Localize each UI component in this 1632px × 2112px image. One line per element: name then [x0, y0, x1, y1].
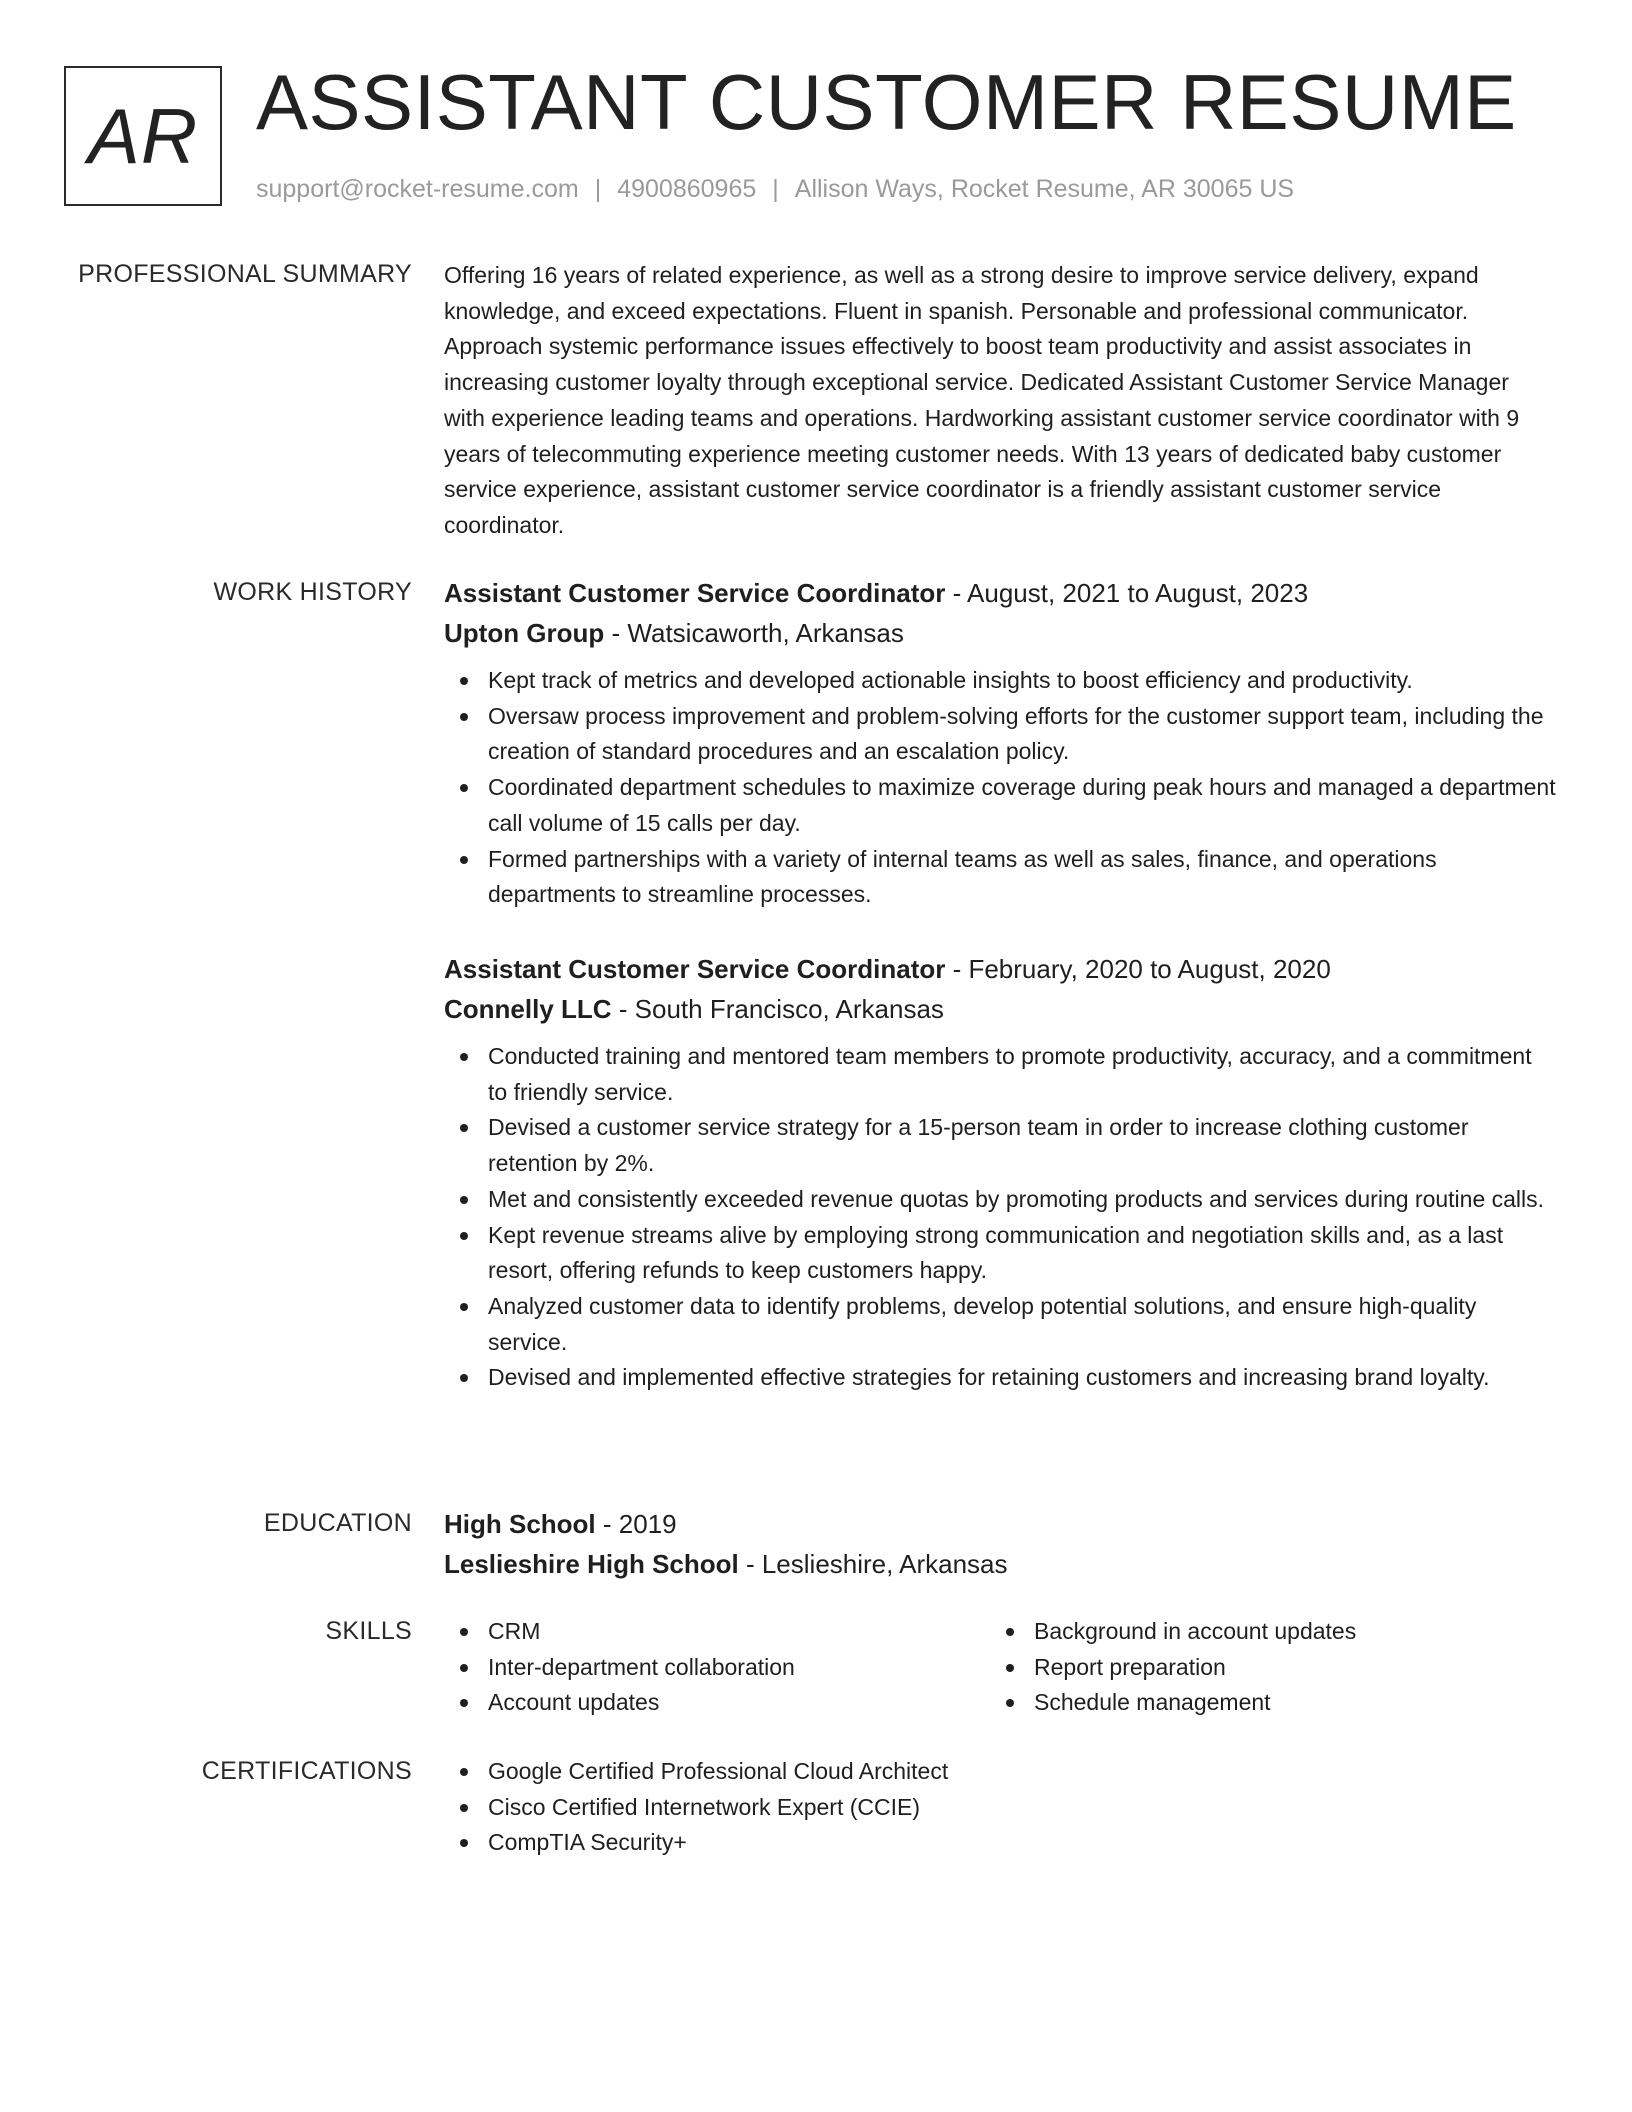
job-location: - South Francisco, Arkansas: [611, 994, 944, 1024]
skills-column-right: [990, 1614, 1536, 1721]
certification-item: Cisco Certified Internetwork Expert (CCIE): [444, 1790, 1556, 1826]
education-degree: High School: [444, 1509, 596, 1539]
monogram-badge: [64, 66, 222, 206]
skills-section: [444, 1614, 1556, 1721]
job-title: Assistant Customer Service Coordinator: [444, 578, 946, 608]
job-company-line: [444, 613, 1556, 653]
job-bullet: Conducted training and mentored team members to promote productivity, accuracy, and a commitment to friendly service.: [444, 1039, 1556, 1110]
certifications-list: [444, 1754, 1556, 1861]
job-bullet: Formed partnerships with a variety of internal teams as well as sales, finance, and operations departments to streamline processes.: [444, 842, 1556, 913]
job-bullet: Devised and implemented effective strategies for retaining customers and increasing brand loyalty.: [444, 1360, 1556, 1396]
job-bullet: Coordinated department schedules to maximize coverage during peak hours and managed a department call volume of 15 calls per day.: [444, 770, 1556, 841]
job-company: Connelly LLC: [444, 994, 612, 1024]
job-title-line: [444, 949, 1556, 989]
education-year: - 2019: [595, 1509, 677, 1539]
monogram-initials: AR: [87, 91, 199, 180]
skills-grid: [444, 1614, 1556, 1721]
job-dates: - August, 2021 to August, 2023: [945, 578, 1309, 608]
job-dates: - February, 2020 to August, 2020: [945, 954, 1331, 984]
contact-separator: |: [772, 175, 779, 203]
contact-address: Allison Ways, Rocket Resume, AR 30065 US: [794, 175, 1295, 203]
contact-phone[interactable]: 4900860965: [617, 175, 757, 203]
contact-line: [256, 173, 1294, 205]
education-degree-line: [444, 1504, 1556, 1544]
skill-item: CRM: [444, 1614, 990, 1650]
job-bullet-list: [444, 663, 1556, 913]
skill-item: Background in account updates: [990, 1614, 1536, 1650]
section-label-certifications: CERTIFICATIONS: [201, 1757, 412, 1785]
skill-item: Account updates: [444, 1685, 990, 1721]
education-school: Leslieshire High School: [444, 1549, 739, 1579]
section-label-work-history: WORK HISTORY: [213, 578, 412, 606]
education-location: - Leslieshire, Arkansas: [738, 1549, 1008, 1579]
skill-item: Schedule management: [990, 1685, 1536, 1721]
job-company-line: [444, 989, 1556, 1029]
education-section: [444, 1504, 1556, 1584]
job-entry: [444, 949, 1556, 1396]
contact-email[interactable]: support@rocket-resume.com: [256, 175, 579, 203]
job-bullet: Kept revenue streams alive by employing strong communication and negotiation skills and, as a last resort, offering refunds to keep customers happy.: [444, 1218, 1556, 1289]
skill-item: Report preparation: [990, 1650, 1536, 1686]
job-bullet: Devised a customer service strategy for a 15-person team in order to increase clothing customer retention by 2%.: [444, 1110, 1556, 1181]
resume-title: ASSISTANT CUSTOMER RESUME: [256, 58, 1517, 146]
certifications-section: [444, 1754, 1556, 1861]
job-bullet-list: [444, 1039, 1556, 1396]
job-bullet: Oversaw process improvement and problem-solving efforts for the customer support team, including the creation of standard procedures and an escalation policy.: [444, 699, 1556, 770]
job-location: - Watsicaworth, Arkansas: [604, 618, 904, 648]
summary-section: [444, 258, 1556, 544]
job-company: Upton Group: [444, 618, 605, 648]
job-title-line: [444, 573, 1556, 613]
job-bullet: Kept track of metrics and developed actionable insights to boost efficiency and productivity.: [444, 663, 1556, 699]
skill-item: Inter-department collaboration: [444, 1650, 990, 1686]
summary-text: Offering 16 years of related experience, as well as a strong desire to improve service delivery, expand knowledge, and exceed expectations. Fluent in spanish. Personable and professional communicator. Approach systemic performance issues effectively to boost team productivity and assist associates in increasing customer loyalty through exceptional service. Dedicated Assistant Customer Service Manager with experience leading teams and operations. Hardworking assistant customer service coordinator with 9 years of telecommuting experience meeting customer needs. With 13 years of dedicated baby customer service experience, assistant customer service coordinator is a friendly assistant customer service coordinator.: [444, 262, 1520, 538]
certification-item: Google Certified Professional Cloud Architect: [444, 1754, 1556, 1790]
job-entry: [444, 573, 1556, 913]
job-title: Assistant Customer Service Coordinator: [444, 954, 946, 984]
section-label-skills: SKILLS: [325, 1617, 412, 1645]
section-label-education: EDUCATION: [263, 1509, 412, 1537]
section-label-summary: PROFESSIONAL SUMMARY: [78, 260, 412, 288]
skills-column-left: [444, 1614, 990, 1721]
job-bullet: Met and consistently exceeded revenue quotas by promoting products and services during routine calls.: [444, 1182, 1556, 1218]
contact-separator: |: [594, 175, 602, 203]
education-school-line: [444, 1544, 1556, 1584]
job-bullet: Analyzed customer data to identify problems, develop potential solutions, and ensure high-quality service.: [444, 1289, 1556, 1360]
certification-item: CompTIA Security+: [444, 1825, 1556, 1861]
